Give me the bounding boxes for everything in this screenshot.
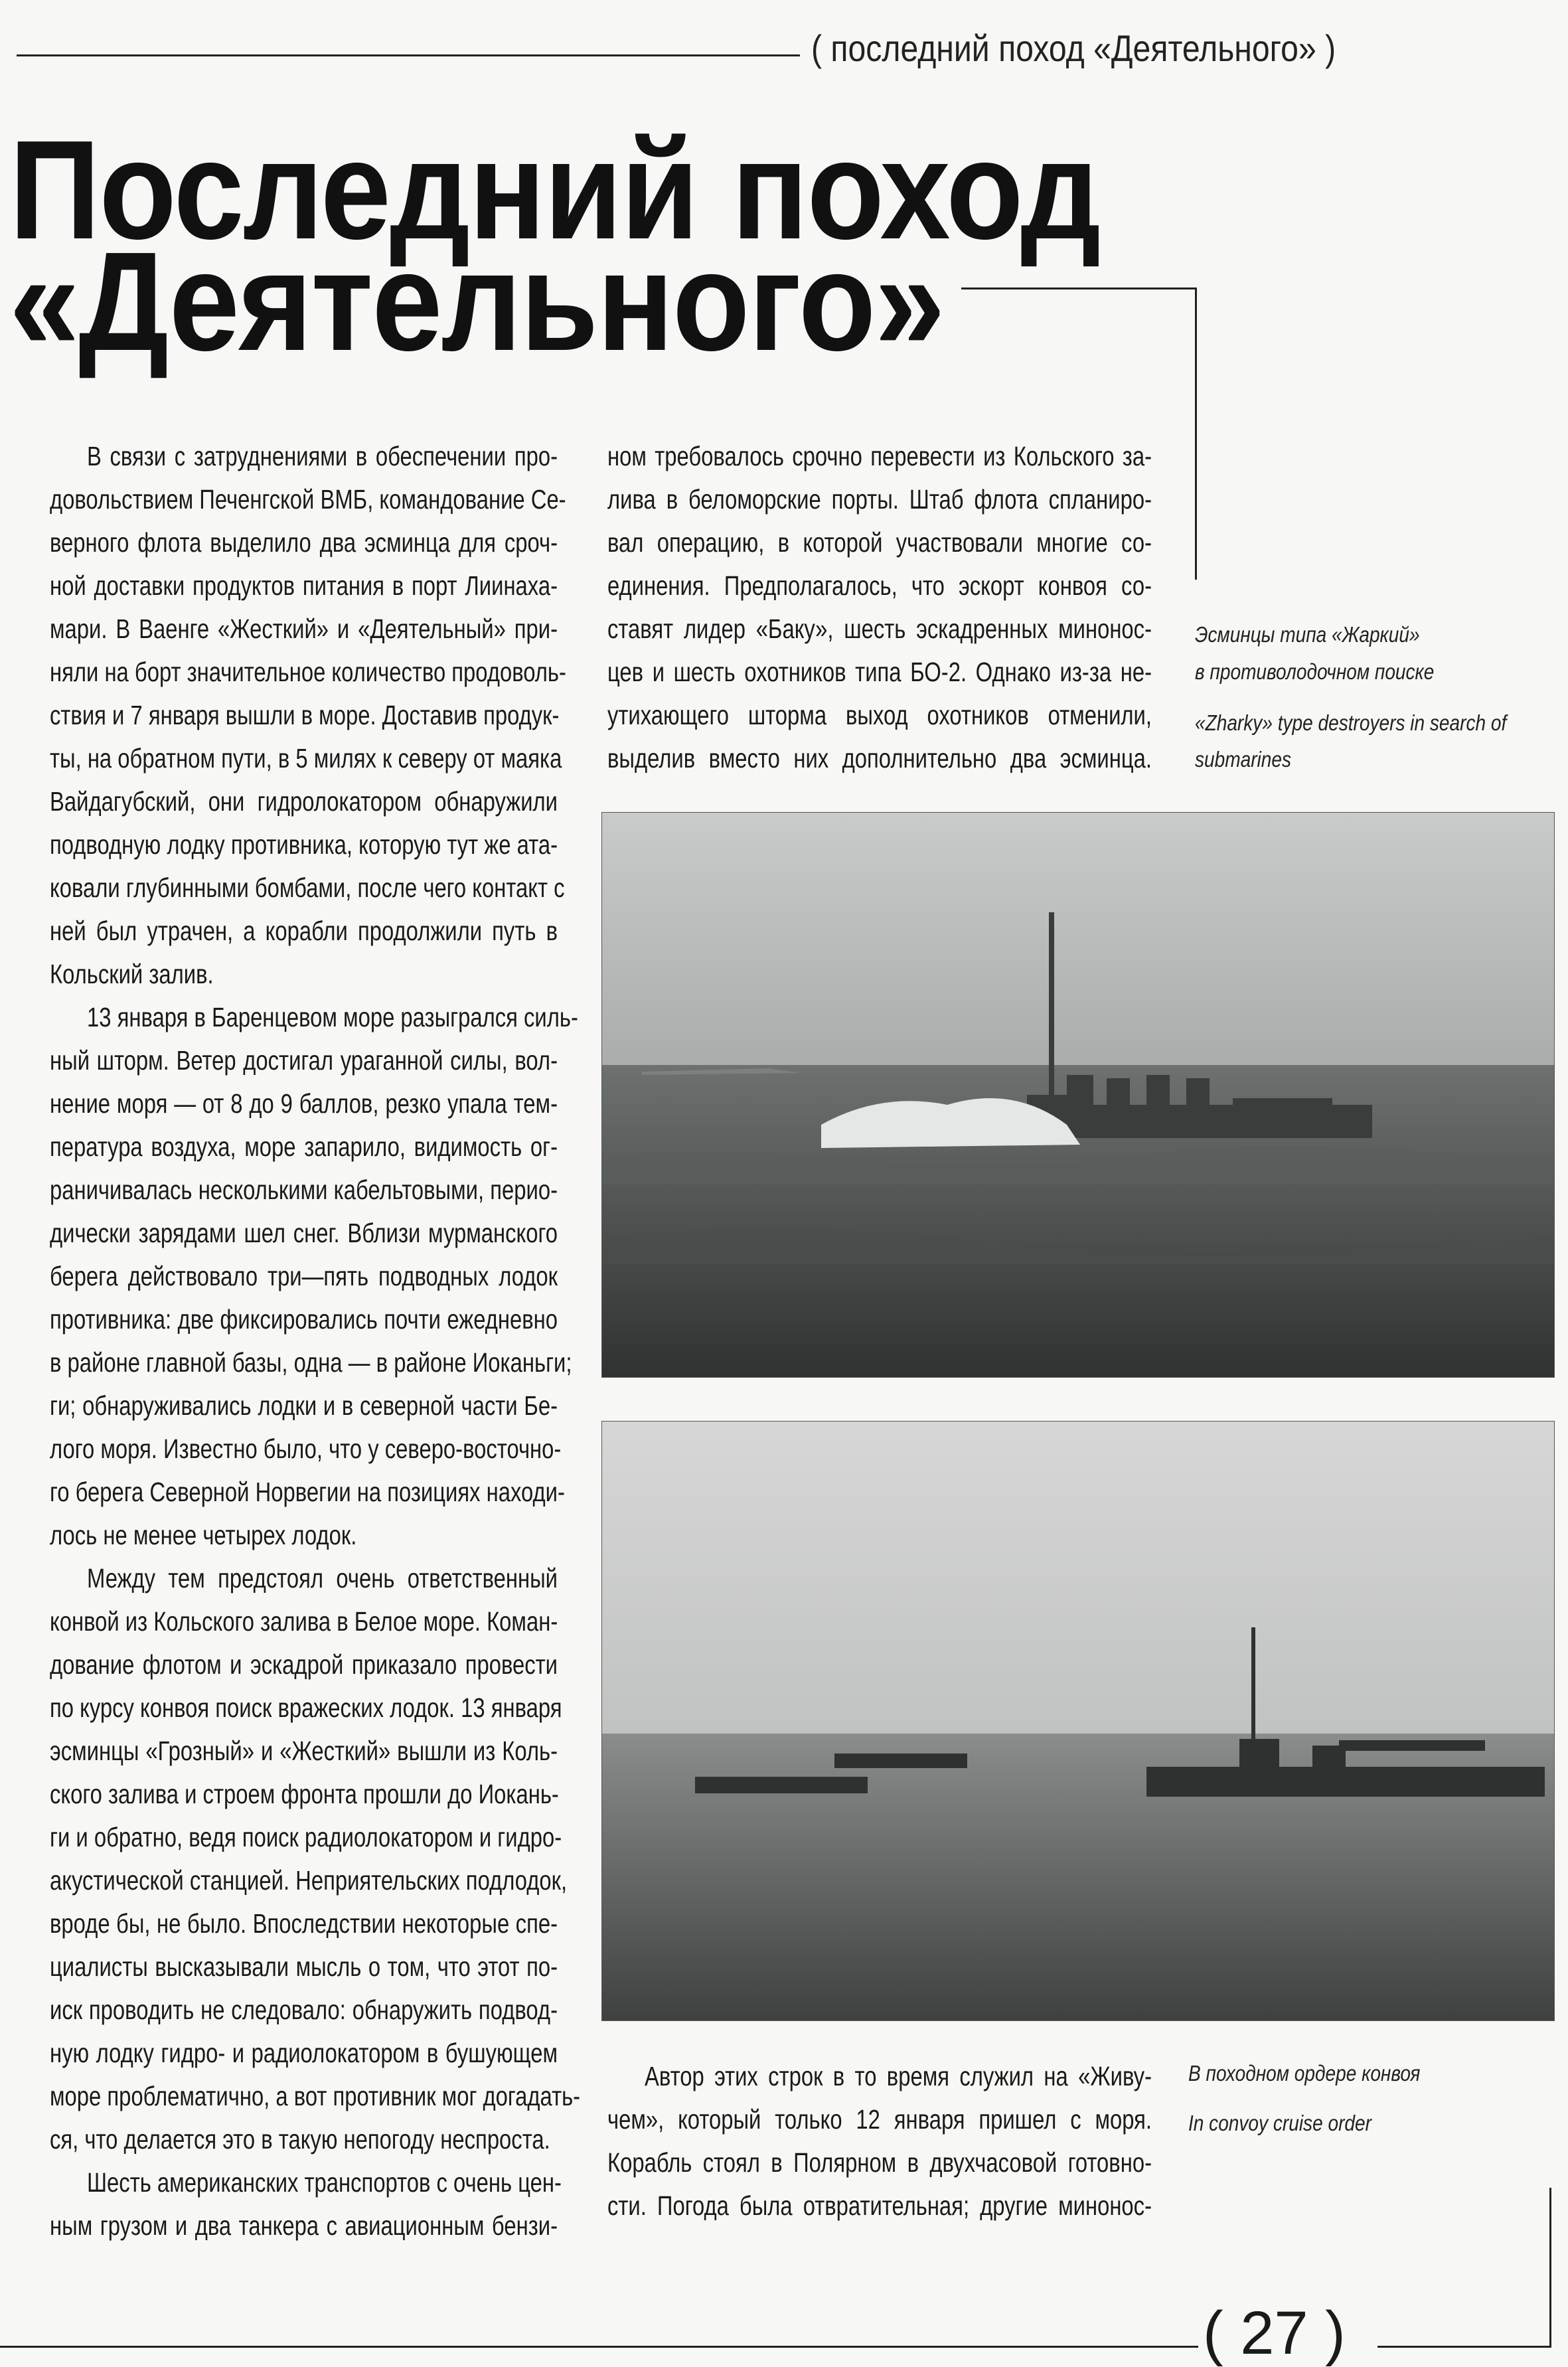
text-line: няли на борт значительное количество продоволь- (50, 657, 566, 687)
text-line: дование флотом и эскадрой приказало провести (50, 1649, 558, 1680)
text-line: эсминцы «Грозный» и «Жесткий» вышли из Коль- (50, 1736, 558, 1766)
footer-corner-rule (1549, 2188, 1551, 2348)
text-line: ты, на обратном пути, в 5 милях к северу от маяка (50, 743, 562, 774)
text-line: Автор этих строк в то время служил на «Живу- (645, 2061, 1152, 2091)
text-line: в районе главной базы, одна — в районе Иоканьги; (50, 1347, 572, 1378)
running-head: ( последний поход «Деятельного» ) (811, 27, 1336, 69)
text-line: ной доставки продуктов питания в порт Лиинаха- (50, 570, 558, 601)
page-number: ( 27 ) (1203, 2299, 1346, 2367)
text-line: утихающего шторма выход охотников отменили, (607, 700, 1152, 730)
photo2-caption-en: In convoy cruise order (1188, 2111, 1372, 2135)
text-line: ный шторм. Ветер достигал ураганной силы, вол- (50, 1045, 558, 1076)
photo1-caption-ru-1: Эсминцы типа «Жаркий» (1195, 622, 1420, 647)
footer-rule-left (0, 2346, 1198, 2348)
text-line: мари. В Ваенге «Жесткий» и «Деятельный» при- (50, 613, 558, 644)
text-line: ковали глубинными бомбами, после чего контакт с (50, 872, 565, 903)
photo-convoy (601, 1421, 1555, 2021)
text-line: противника: две фиксировались почти ежедневно (50, 1304, 558, 1335)
footer-rule-right (1377, 2346, 1551, 2348)
photo1-caption-ru-2: в противолодочном поиске (1195, 659, 1435, 684)
text-line: ным грузом и два танкера с авиационным бензи- (50, 2210, 558, 2241)
text-line: ном требовалось срочно перевести из Кольского за- (607, 441, 1152, 471)
text-line: В связи с затруднениями в обеспечении про- (87, 441, 558, 471)
text-line: Вайдагубский, они гидролокатором обнаружили (50, 786, 558, 817)
text-line: верного флота выделило два эсминца для сроч- (50, 527, 558, 558)
text-line: лива в беломорские порты. Штаб флота спланиро- (607, 484, 1152, 515)
right-text-column-bottom (607, 2055, 1152, 2228)
text-line: ги и обратно, ведя поиск радиолокатором и гидро- (50, 1822, 562, 1852)
text-line: Кольский залив. (50, 959, 214, 989)
text-line: берега действовало три—пять подводных лодок (50, 1261, 558, 1291)
text-line: раничивалась несколькими кабельтовыми, перио- (50, 1175, 558, 1205)
destroyer-storm-image (602, 813, 1554, 1377)
photo1-caption-en-2: submarines (1195, 747, 1291, 772)
header-rule (17, 54, 800, 56)
text-line: Шесть американских транспортов с очень цен- (87, 2167, 562, 2198)
text-line: ную лодку гидро- и радиолокатором в бушующем (50, 2038, 558, 2068)
photo2-caption-ru: В походном ордере конвоя (1188, 2061, 1421, 2085)
title-rule (961, 287, 1197, 289)
text-line: 13 января в Баренцевом море разыгрался силь- (87, 1002, 578, 1032)
text-line: довольствием Печенгской ВМБ, командование Се- (50, 484, 566, 515)
text-line: циалисты высказывали мысль о том, что этот по- (50, 1951, 558, 1982)
text-line: ся, что делается это в такую непогоду неспроста. (50, 2124, 550, 2155)
text-line: го берега Северной Норвегии на позициях находи- (50, 1477, 565, 1507)
text-line: по курсу конвоя поиск вражеских лодок. 13 января (50, 1692, 562, 1723)
text-line: море проблематично, а вот противник мог догадать- (50, 2081, 581, 2111)
text-line: ского залива и строем фронта прошли до Иокань- (50, 1779, 559, 1809)
photo-destroyer-in-storm (601, 812, 1555, 1378)
text-line: акустической станцией. Неприятельских подлодок, (50, 1865, 568, 1896)
left-text-column (50, 435, 581, 2247)
photo1-caption-en-1: «Zharky» type destroyers in search of (1195, 710, 1507, 735)
text-line: Между тем предстоял очень ответственный (87, 1563, 558, 1593)
text-line: ней был утрачен, а корабли продолжили путь в (50, 916, 558, 946)
right-text-column-top (607, 435, 1152, 780)
text-line: ствия и 7 января вышли в море. Доставив продук- (50, 700, 560, 730)
text-line: ставят лидер «Баку», шесть эскадренных минонос- (607, 613, 1152, 644)
text-line: Корабль стоял в Полярном в двухчасовой готовно- (607, 2147, 1152, 2178)
caption-connector-rule (1195, 287, 1197, 580)
article-title-line2: «Деятельного» (9, 222, 944, 380)
text-line: подводную лодку противника, которую тут же ата- (50, 829, 558, 860)
text-line: иск проводить не следовало: обнаружить подвод- (50, 1995, 558, 2025)
text-line: конвой из Кольского залива в Белое море. Коман- (50, 1606, 558, 1637)
text-line: единения. Предполагалось, что эскорт конвоя со- (607, 570, 1152, 601)
text-line: лого моря. Известно было, что у северо-восточно- (50, 1433, 562, 1464)
text-line: сти. Погода была отвратительная; другие минонос- (607, 2190, 1152, 2221)
text-line: выделив вместо них дополнительно два эсминца. (607, 743, 1152, 774)
convoy-image (602, 1422, 1554, 2020)
text-line: ги; обнаруживались лодки и в северной части Бе- (50, 1390, 558, 1421)
text-line: пература воздуха, море запарило, видимость ог- (50, 1131, 558, 1162)
text-line: дически зарядами шел снег. Вблизи мурманского (50, 1218, 558, 1248)
text-line: лось не менее четырех лодок. (50, 1520, 357, 1550)
article-title-line1: Последний поход (9, 111, 1100, 268)
text-line: нение моря — от 8 до 9 баллов, резко упала тем- (50, 1088, 558, 1119)
text-line: цев и шесть охотников типа БО-2. Однако из-за не- (607, 657, 1152, 687)
text-line: вал операцию, в которой участвовали многие со- (607, 527, 1152, 558)
text-line: вроде бы, не было. Впоследствии некоторые спе- (50, 1908, 558, 1939)
text-line: чем», который только 12 января пришел с моря. (607, 2104, 1152, 2135)
